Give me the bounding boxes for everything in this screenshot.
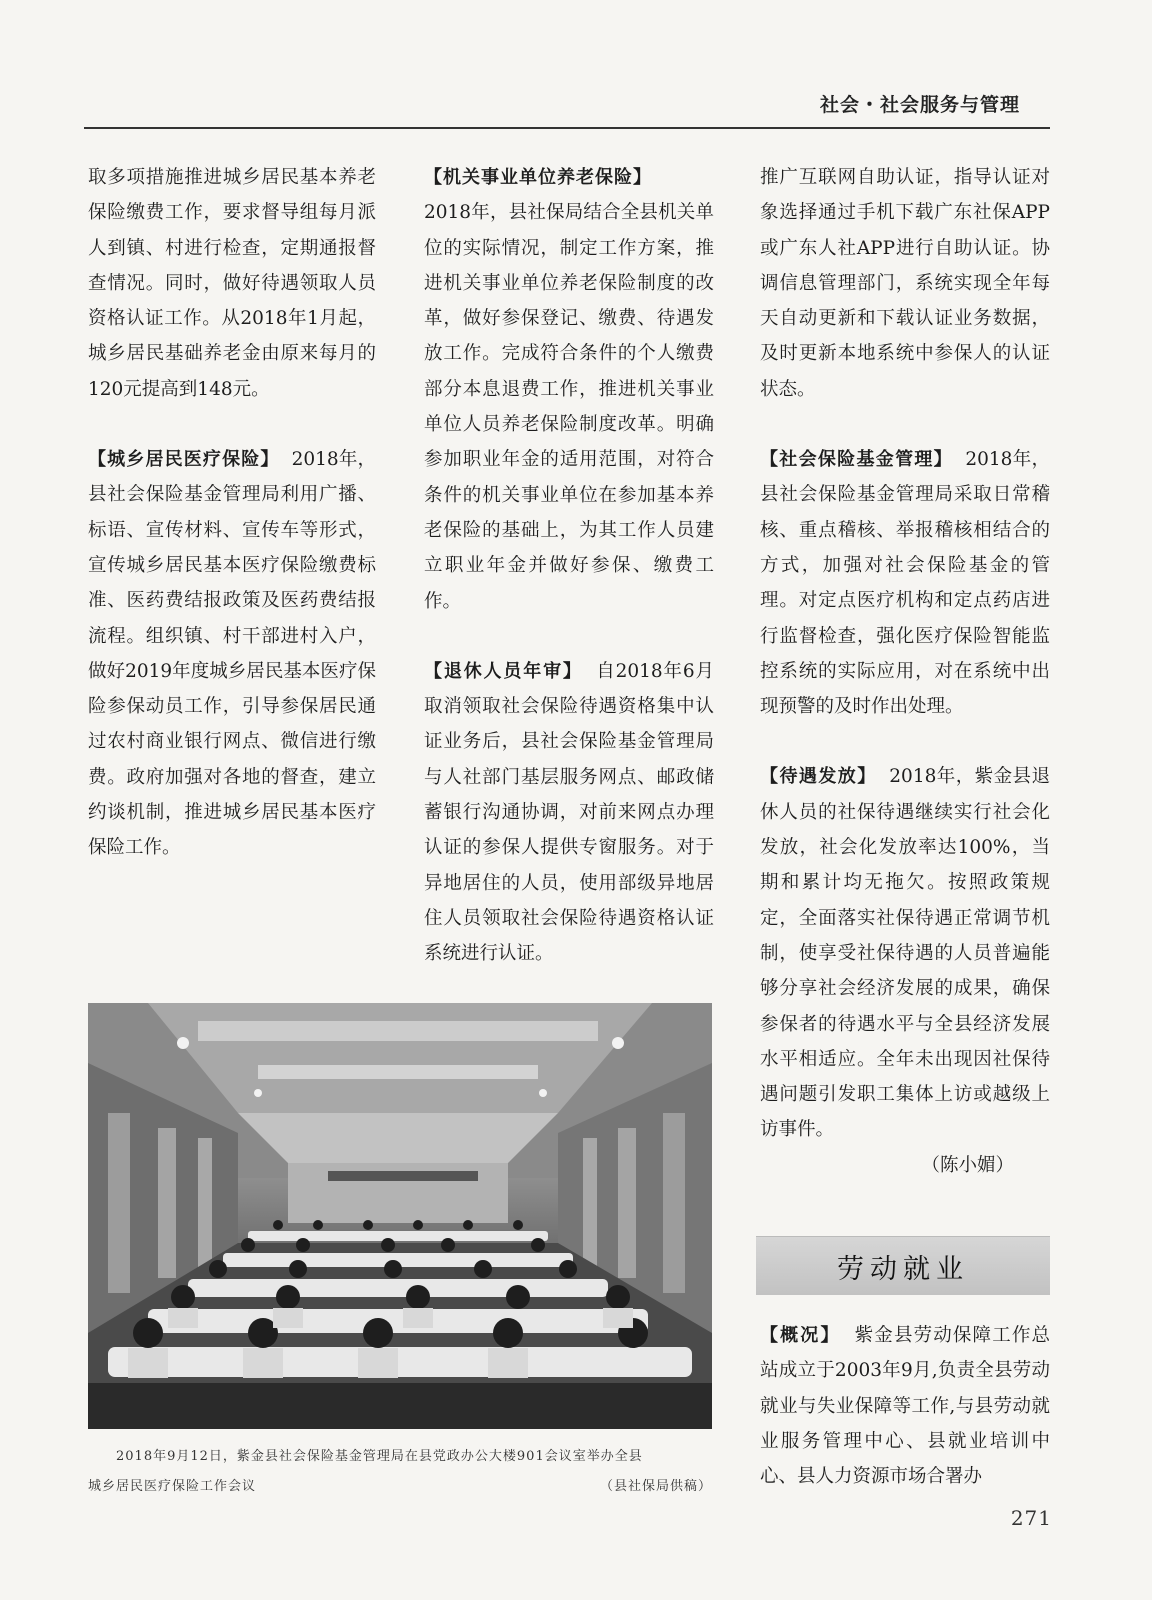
paragraph-body: 自2018年6月取消领取社会保险待遇资格集中认证业务后，县社会保险基金管理局与人社部门基层服务网点、邮政储蓄银行沟通协调，对前来网点办理认证的参保人提供专窗服务。对于异地居住的人员，使用部级异地居住人员领取社会保险待遇资格认证系统进行认证。 <box>424 660 715 965</box>
caption-line-2 <box>88 1472 712 1502</box>
section-banner: 劳动就业 <box>756 1236 1050 1295</box>
paragraph-body: 2018年，紫金县退休人员的社保待遇继续实行社会化发放，社会化发放率达100%，当期和累计均无拖欠。按照政策规定，全面落实社保待遇正常调节机制，使享受社保待遇的人员普遍能够分享社会经济发展的成果，确保参保者的待遇水平与全县经济发展水平相适应。全年未出现因社保待遇问题引发职工集体上访或越级上访事件。 <box>760 766 1050 1141</box>
author-credit: （陈小媚） <box>921 1154 1014 1176</box>
photo-credit: （县社保局供稿） <box>599 1479 712 1494</box>
paragraph-body: 紫金县劳动保障工作总站成立于2003年9月,负责全县劳动就业与失业保障等工作,与县劳动就业服务管理中心、县就业培训中心、县人力资源市场合署办 <box>760 1325 1050 1488</box>
paragraph <box>424 654 714 972</box>
paragraph <box>424 160 714 619</box>
column-3 <box>760 160 1050 1183</box>
paragraph: 推广互联网自助认证，指导认证对象选择通过手机下载广东社保APP或广东人社APP进行自助认证。协调信息管理部门，系统实现全年每天自动更新和下载认证业务数据，及时更新本地系统中参保人的认证状态。 <box>760 167 1050 400</box>
paragraph-body: 2018年，县社会保险基金管理局利用广播、标语、宣传材料、宣传车等形式，宣传城乡居民基本医疗保险缴费标准、医药费结报政策及医药费结报流程。组织镇、村干部进村入户，做好2019年度城乡居民基本医疗保险参保动员工作，引导参保居民通过农村商业银行网点、微信进行缴费。政府加强对各地的督查，建立约谈机制，推进城乡居民基本医疗保险工作。 <box>88 449 376 859</box>
caption-text: 城乡居民医疗保险工作会议 <box>88 1479 257 1494</box>
page-number: 271 <box>1010 1506 1052 1530</box>
section-heading: 【概况】 <box>760 1325 841 1346</box>
running-header: 社会・社会服务与管理 <box>819 94 1020 116</box>
paragraph <box>760 1318 1050 1494</box>
section-heading: 【待遇发放】 <box>760 766 877 788</box>
paragraph: 取多项措施推进城乡居民基本养老保险缴费工作，要求督导组每月派人到镇、村进行检查，定期通报督查情况。同时，做好待遇领取人员资格认证工作。从2018年1月起，城乡居民基础养老金由原来每月的120元提高到148元。 <box>88 167 376 400</box>
section-heading: 【退休人员年审】 <box>424 660 583 682</box>
paragraph <box>760 759 1050 1147</box>
header-rule <box>84 127 1050 129</box>
meeting-hall-illustration <box>88 1003 712 1429</box>
section-heading: 【城乡居民医疗保险】 <box>88 449 280 471</box>
photo-caption <box>88 1442 712 1502</box>
column-2 <box>424 160 714 972</box>
paragraph-body: 2018年，县社会保险基金管理局采取日常稽核、重点稽核、举报稽核相结合的方式，加强对社会保险基金的管理。对定点医疗机构和定点药店进行监督检查，强化医疗保险智能监控系统的实际应用，对在系统中出现预警的及时作出处理。 <box>760 449 1051 718</box>
section-heading: 【社会保险基金管理】 <box>760 449 953 471</box>
column-1 <box>88 160 376 866</box>
column-3-continued <box>760 1318 1050 1494</box>
section-heading: 【机关事业单位养老保险】 <box>424 167 652 188</box>
paragraph <box>760 442 1050 724</box>
meeting-photo <box>88 1003 712 1429</box>
caption-line: 2018年9月12日，紫金县社会保险基金管理局在县党政办公大楼901会议室举办全县 <box>116 1449 643 1464</box>
paragraph-body: 2018年，县社保局结合全县机关单位的实际情况，制定工作方案，推进机关事业单位养老保险制度的改革，做好参保登记、缴费、待遇发放工作。完成符合条件的个人缴费部分本息退费工作，推进机关事业单位人员养老保险制度改革。明确参加职业年金的适用范围，对符合条件的机关事业单位在参加基本养老保险的基础上，为其工作人员建立职业年金并做好参保、缴费工作。 <box>424 202 714 612</box>
paragraph <box>88 442 376 866</box>
